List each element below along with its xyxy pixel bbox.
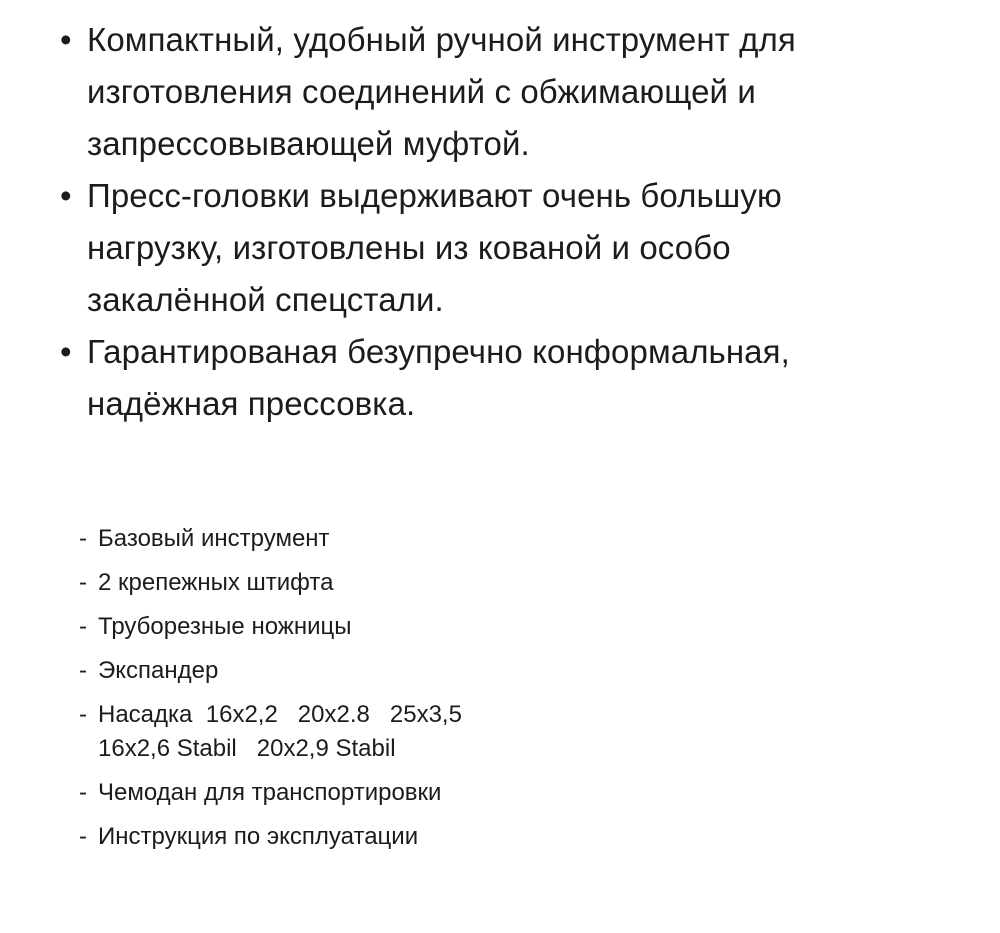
contents-item [76, 698, 776, 766]
feature-item [58, 326, 958, 430]
contents-text: Труборезные ножницы [98, 613, 352, 640]
dash: - [79, 823, 87, 850]
dash: - [79, 657, 87, 684]
feature-text-line: Пресс-головки выдерживают очень большую [87, 177, 782, 214]
contents-text: Инструкция по эксплуатации [98, 823, 419, 850]
dash: - [79, 779, 87, 806]
contents-item [76, 610, 776, 644]
contents-text: Насадка 16х2,2 20х2.8 25х3,5 [98, 701, 462, 728]
features-list [58, 14, 958, 430]
feature-text-line: Компактный, удобный ручной инструмент для [87, 21, 796, 58]
feature-item [58, 14, 958, 170]
dash: - [79, 525, 87, 552]
feature-text-line: нагрузку, изготовлены из кованой и особо [87, 229, 731, 266]
feature-text-line: Гарантированая безупречно конформальная, [87, 333, 790, 370]
dash: - [79, 701, 87, 728]
feature-item [58, 170, 958, 326]
contents-item [76, 566, 776, 600]
feature-text-line: запрессовывающей муфтой. [87, 125, 530, 162]
package-contents-list [76, 522, 776, 864]
contents-text: 16х2,6 Stabil 20х2,9 Stabil [98, 735, 396, 762]
contents-item [76, 820, 776, 854]
bullet: • [60, 21, 72, 58]
contents-text: 2 крепежных штифта [98, 569, 334, 596]
contents-text: Базовый инструмент [98, 525, 330, 552]
feature-text-line: надёжная прессовка. [87, 385, 416, 422]
feature-text-line: закалённой спецстали. [87, 281, 444, 318]
bullet: • [60, 177, 72, 214]
contents-item [76, 522, 776, 556]
feature-text-line: изготовления соединений с обжимающей и [87, 73, 756, 110]
bullet: • [60, 333, 72, 370]
contents-item [76, 654, 776, 688]
contents-item [76, 776, 776, 810]
dash: - [79, 613, 87, 640]
dash: - [79, 569, 87, 596]
contents-text: Чемодан для транспортировки [98, 779, 442, 806]
contents-text: Экспандер [98, 657, 219, 684]
